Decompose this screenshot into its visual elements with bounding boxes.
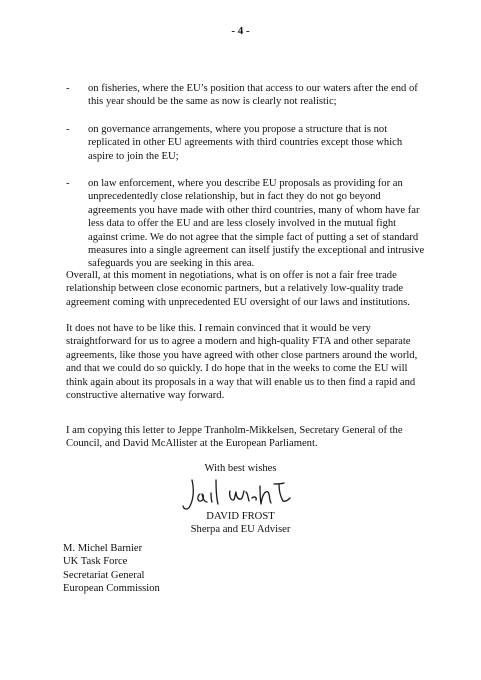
bullet-item-law-enforcement <box>66 177 426 271</box>
bullet-text: on governance arrangements, where you propose a structure that is not replicated in other EU agreements with third countries except those which aspire to join the EU; <box>88 123 403 162</box>
bullet-list <box>66 82 426 285</box>
bullet-item-fisheries <box>66 82 426 109</box>
bullet-dash: - <box>66 83 70 94</box>
paragraph-overall: Overall, at this moment in negotiations, what is on offer is not a fair free trade relationship between close economic partners, but a relatively low-quality trade agreement coming with unprecedented EU oversight of our laws and institutions. <box>66 270 410 308</box>
bullet-item-governance <box>66 123 426 163</box>
signatory-role: Sherpa and EU Adviser <box>190 524 291 535</box>
recipient-line: M. Michel Barnier <box>63 543 143 554</box>
page-number: - 4 - <box>231 25 250 37</box>
signatory-name: DAVID FROST <box>206 511 275 522</box>
paragraph-copying: I am copying this letter to Jeppe Tranholm-Mikkelsen, Secretary General of the Council, and David McAllister at the European Parliament. <box>66 425 403 450</box>
recipient-line: European Commission <box>63 583 160 595</box>
bullet-text: on law enforcement, where you describe EU proposals as providing for an unprecedentedly close relationship, but in fact they do not go beyond agreements you have made with other third countries, many of whom have far less data to offer the EU and are less closely involved in the mutual fight against crime. We do not agree that the simple fact of putting a set of standard measures into a single agreement can itself justify the exceptional and intrusive safeguards you are seeking in this area. <box>88 178 425 270</box>
closing-line: With best wishes <box>204 463 277 474</box>
recipient-line: UK Task Force <box>63 556 128 568</box>
bullet-text: on fisheries, where the EU’s position that access to our waters after the end of this year should be the same as now is clearly not realistic; <box>88 83 418 108</box>
paragraph-not-like-this: It does not have to be like this. I remain convinced that it would be very straightforward for us to agree a modern and high-quality FTA and other separate agreements, like those you have agreed with other close partners around the world, and that we could do so quickly. I do hope that in the weeks to come the EU will think again about its proposals in a way that will enable us to then find a rapid and constructive alternative way forward. <box>66 323 418 402</box>
bullet-dash: - <box>66 178 70 190</box>
recipient-address <box>63 542 263 596</box>
recipient-line: Secretariat General <box>63 569 145 581</box>
bullet-dash: - <box>66 123 70 135</box>
